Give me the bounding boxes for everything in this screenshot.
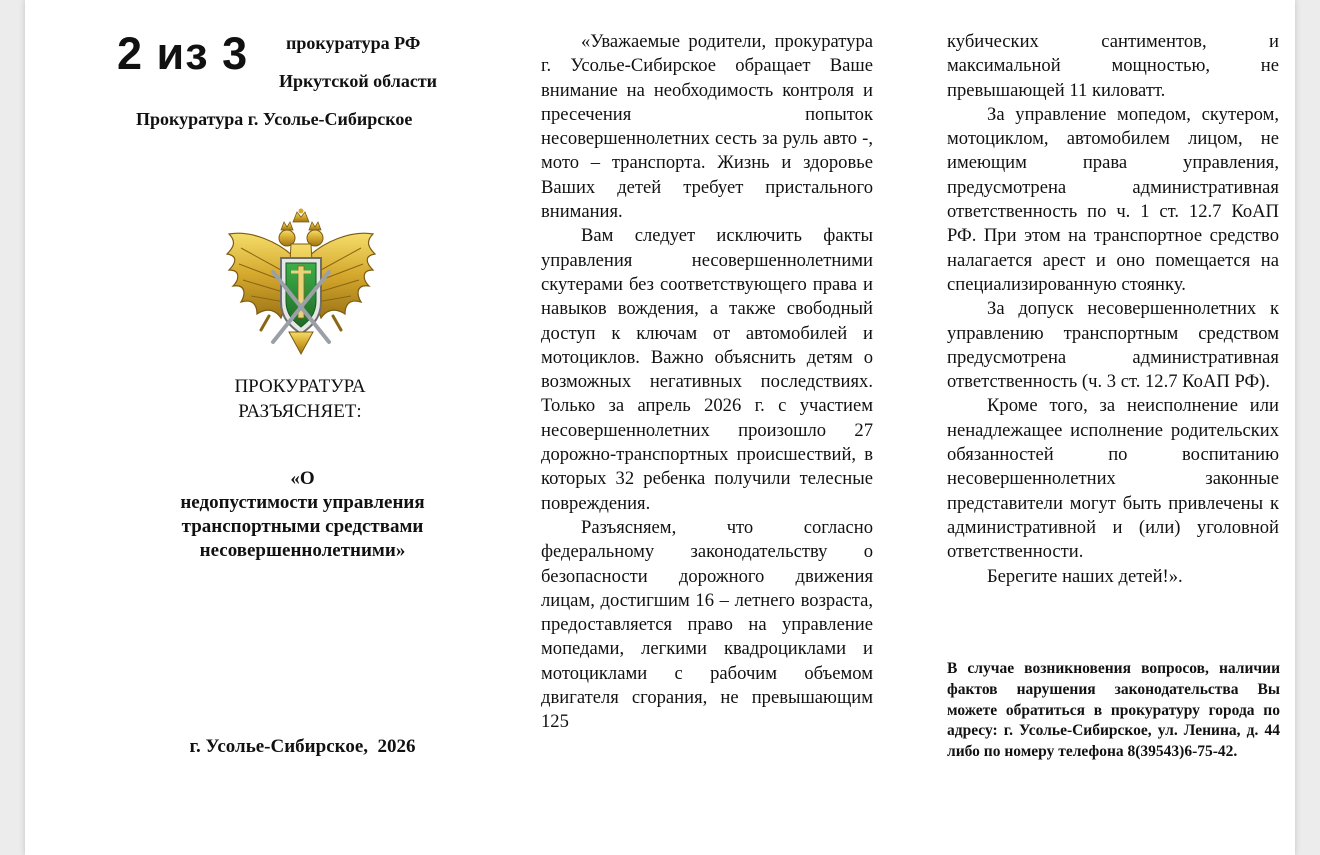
text-column-right: [947, 30, 1279, 589]
explains-heading: [145, 374, 455, 424]
paragraph-parental-duty: Кроме того, за неисполнение или ненадлежащее исполнение родительских обязанностей по воспитанию несовершеннолетних законные представители могут быть привлечены к административной и (или) уголовной ответственности.: [947, 395, 1279, 563]
contact-note: В случае возникновения вопросов, наличии фактов нарушения законодательства Вы можете обратиться в прокуратуру города по адресу: г. Усолье-Сибирское, ул. Ленина, д. 44 либо по номеру телефона 8(39543)6-75-42.: [947, 660, 1280, 761]
topic-line-4: несовершеннолетними»: [199, 540, 406, 561]
paragraph-appeal: «Уважаемые родители, прокуратура г. Усолье-Сибирское обращает Ваше внимание на необходимость контроля и пресечения попыток несовершеннолетних сесть за руль авто -, мото – транспорта. Жизнь и здоровье Ваших детей требует пристального внимания.: [541, 31, 873, 223]
paragraph-liability-driving: За управление мопедом, скутером, мотоциклом, автомобилем лицом, не имеющим права управления, предусмотрена административная ответственность по ч. 1 ст. 12.7 КоАП РФ. При этом на транспортное средство налагается арест и оно помещается на специализированную стоянку.: [947, 103, 1279, 295]
prosecutor-emblem-icon: [221, 208, 381, 360]
explains-line-2: РАЗЪЯСНЯЕТ:: [238, 401, 362, 422]
paragraph-law: Разъясняем, что согласно федеральному законодательству о безопасности дорожного движения лицам, достигшим 16 – летнего возраста, предоставляется право на управление мопедами, легкими квадроциклами и мотоциклами с рабочим объемом двигателя сгорания, не превышающим 125: [541, 516, 873, 733]
header-region: Иркутской области: [279, 71, 438, 91]
paragraph-closing: Берегите наших детей!».: [987, 565, 1183, 587]
header-office: Прокуратура г. Усолье-Сибирское: [136, 109, 413, 129]
paragraph-prevention: Вам следует исключить факты управления несовершеннолетними скутерами без соответствующего права и навыков вождения, а также свободный доступ к ключам от автомобилей и мотоциклов. Важно объяснить детям о возможных негативных последствиях. Только за апрель 2026 г. с участием несовершеннолетних произошло 27 дорожно-транспортных происшествий, в которых 32 ребенка получили телесные повреждения.: [541, 225, 873, 514]
explains-line-1: ПРОКУРАТУРА: [234, 376, 366, 397]
city-year: г. Усолье-Сибирское, 2026: [189, 736, 416, 757]
topic-line-2: недопустимости управления: [180, 492, 425, 513]
leaflet-topic: [135, 467, 470, 563]
leaflet-page: [25, 0, 1295, 855]
topic-line-3: транспортными средствами: [181, 516, 424, 537]
header-agency: прокуратура РФ: [286, 33, 421, 53]
paragraph-continuation: кубических сантиментов, и максимальной мощностью, не превышающей 11 киловатт.: [947, 31, 1279, 101]
page-counter: 2 из 3: [117, 28, 249, 79]
text-column-middle: [541, 30, 873, 735]
paragraph-liability-permit: За допуск несовершеннолетних к управлению транспортным средством предусмотрена административная ответственность (ч. 3 ст. 12.7 КоАП РФ).: [947, 298, 1279, 393]
topic-line-1: «О: [290, 468, 315, 489]
